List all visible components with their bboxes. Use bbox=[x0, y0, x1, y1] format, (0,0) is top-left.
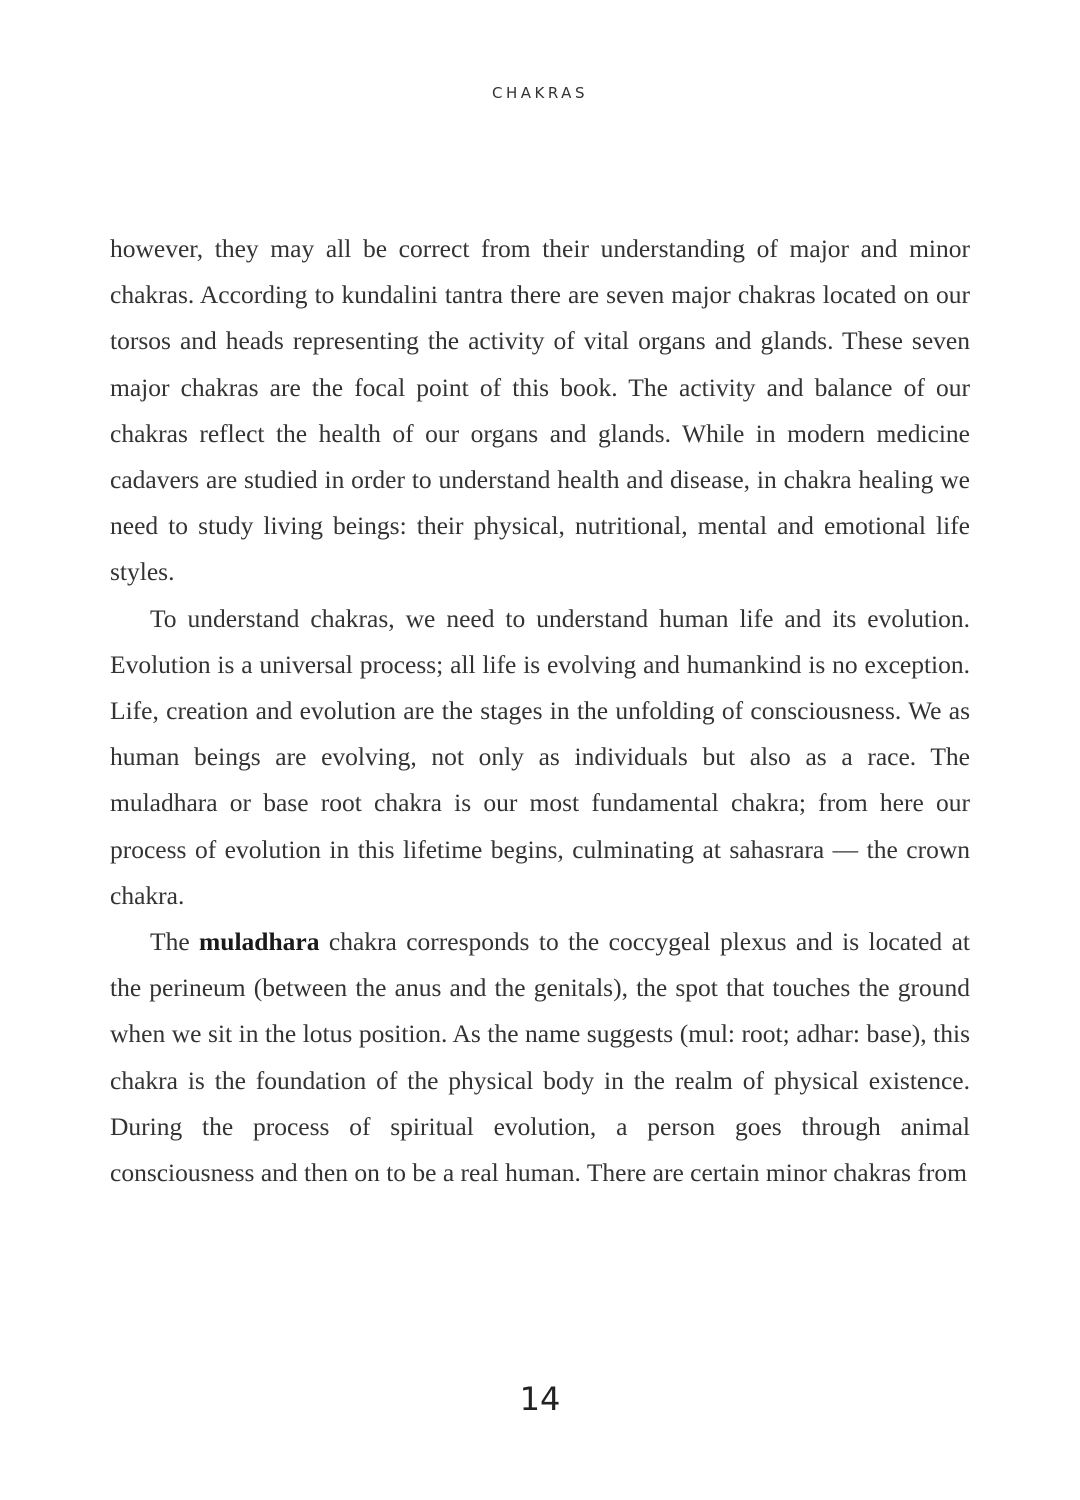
running-head: CHAKRAS bbox=[492, 84, 588, 102]
body-text bbox=[110, 226, 970, 1196]
page-number: 14 bbox=[519, 1380, 561, 1418]
paragraph-3 bbox=[110, 919, 970, 1196]
paragraph-1: however, they may all be correct from their understanding of major and minor chakras. According to kundalini tantra there are seven major chakras located on our torsos and heads representing the activity of vital organs and glands. These seven major chakras are the focal point of this book. The activity and balance of our chakras reflect the health of our organs and glands. While in modern medicine cadavers are studied in order to understand health and disease, in chakra healing we need to study living beings: their physical, nutritional, mental and emotional life styles. bbox=[110, 234, 970, 587]
muladhara-term: muladhara bbox=[199, 927, 320, 957]
paragraph-3-rest: chakra corresponds to the coccygeal plexus and is located at the perineum (between the anus and the genitals), the spot that touches the ground when we sit in the lotus position. As the name suggests (mul: root; adhar: base), this chakra is the foundation of the physical body in the realm of physical existence. During the process of spiritual evolution, a person goes through animal consciousness and then on to be a real human. There are certain minor chakras from bbox=[110, 927, 970, 1188]
paragraph-2: To understand chakras, we need to understand human life and its evolution. Evolution is a universal process; all life is evolving and humankind is no exception. Life, creation and evolution are the stages in the unfolding of consciousness. We as human beings are evolving, not only as individuals but also as a race. The muladhara or base root chakra is our most fundamental chakra; from here our process of evolution in this lifetime begins, culminating at sahasrara — the crown chakra. bbox=[110, 603, 970, 910]
paragraph-3-lead: The bbox=[150, 927, 200, 957]
